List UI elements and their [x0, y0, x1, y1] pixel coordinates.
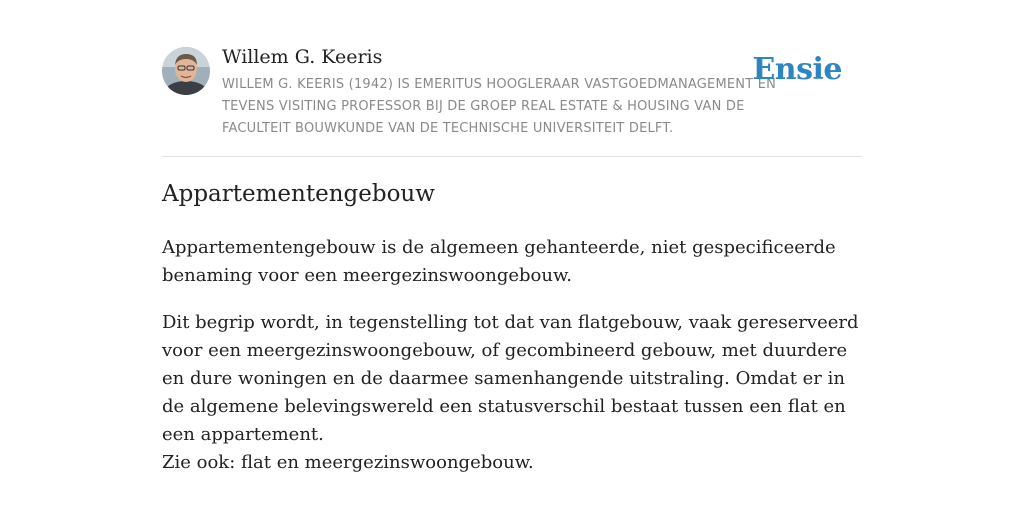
- author-card: [162, 44, 862, 157]
- author-photo-icon: [162, 47, 210, 95]
- author-bio: WILLEM G. KEERIS (1942) IS EMERITUS HOOGLERAAR VASTGOEDMANAGEMENT EN TEVENS VISITING PROFESSOR BIJ DE GROEP REAL ESTATE & HOUSING VAN DE FACULTEIT BOUWKUNDE VAN DE TECHNISCHE UNIVERSITEIT DELFT.: [222, 77, 777, 136]
- page-content: [162, 44, 862, 473]
- avatar[interactable]: [162, 47, 210, 95]
- article-paragraph-1: Appartementengebouw is de algemeen gehanteerde, niet gespecificeerde benaming voor een meergezinswoongebouw.: [162, 237, 836, 286]
- article-paragraph-3: Zie ook: flat en meergezinswoongebouw.: [162, 452, 534, 473]
- article-title: Appartementengebouw: [162, 181, 435, 207]
- article-paragraph-2: Dit begrip wordt, in tegenstelling tot dat van flatgebouw, vaak gereserveerd voor een meergezinswoongebouw, of gecombineerd gebouw, met duurdere en dure woningen en de daarmee samenhangende uitstraling. Omdat er in de algemene belevingswereld een statusverschil bestaat tussen een flat en een appartement.: [162, 312, 859, 445]
- author-name[interactable]: Willem G. Keeris: [222, 46, 383, 68]
- ensie-logo[interactable]: Ensie: [752, 52, 842, 87]
